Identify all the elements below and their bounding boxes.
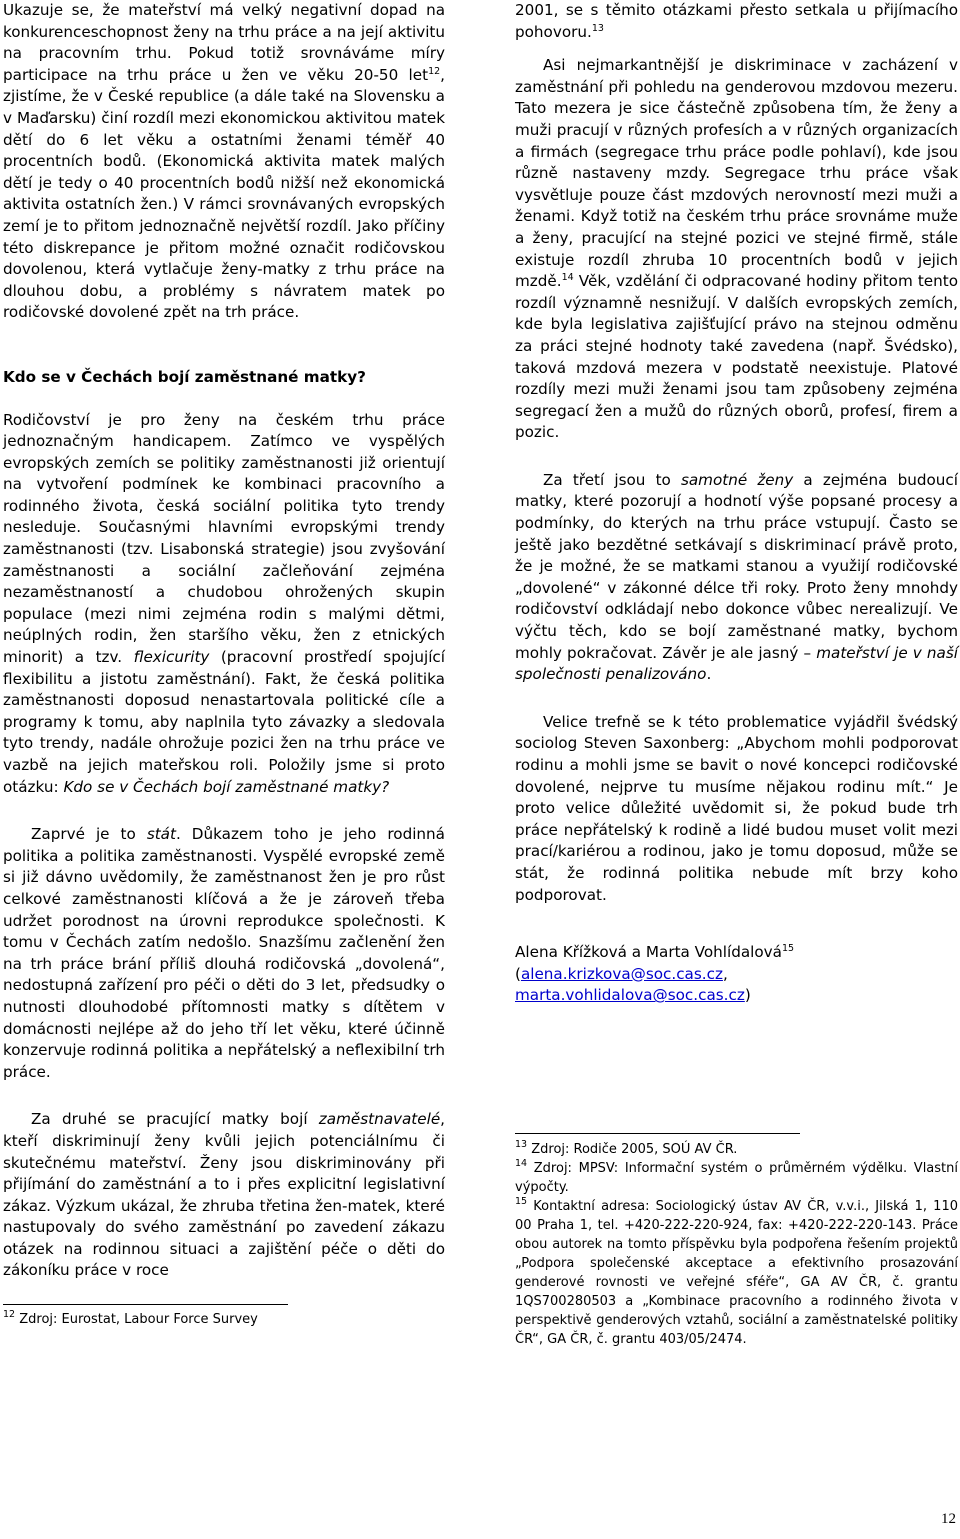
left-column xyxy=(3,0,445,1329)
paragraph-wage-gap: Asi nejmarkantnější je diskriminace v zacházení v zaměstnání při pohledu na genderovou mzdovou mezeru. Tato mezera je sice částečně způsobena tím, že ženy a muži pracují v různých profesích a v různých organizacích a firmách (segregace trhu práce podle pohlaví), kde jsou různě nastaveny mzdy. Segregace trhu práce však vysvětluje pouze část mzdových nerovností mezi muži a ženami. Když totiž na českém trhu práce srovnáme muže a ženy, pracující na stejné pozici ve stejné firmě, stále existuje rozdíl zhruba 10 procentních bodů v jejich mzdě.$^{14}$ Věk, vzdělání či odpracované hodiny přitom tento rozdíl významně nesnižují. V dalších evropských zemích, kde byla legislativa zajišťující právo na stejnou odměnu za práci stejné hodnoty také zavedena (např. Švédsko), taková mzdová mezera v podstatě neexistuje. Platové rozdíly mezi muži ženami jsou tam způsobeny zejména segregací žen a mužů do různých oborů, profesí, firem a pozic. xyxy=(515,56,958,442)
paragraph-women-themselves: Za třetí jsou to samotné ženy a zejména budoucí matky, které pozorují a hodnotí výše popsané procesy a podmínky, do kterých na trhu práce vstupují. Často se ještě jako bezdětné setkávají s diskriminací právě proto, že je možné, že se matkami stanou a využijí rodičovské „dovolené“ v zákonné délce tři roky. Proto ženy mnohdy rodičovství odkládají nebo dokonce vůbec nerealizují. Ve výčtu těch, kdo se bojí zaměstnané matky, bychom mohly pokračovat. Závěr je ale jasný – mateřství je v naší společnosti penalizováno. xyxy=(515,470,958,684)
paragraph-saxonberg: Velice trefně se k této problematice vyjádřil švédský sociolog Steven Saxonberg: „Abychom mohli podporovat rodinu a mohli jsme se bavit o nové koncepci rodičovské dovolené, nejprve tu musíme nějakou rodinu mít.“ Je proto velice důležité uvědomit si, že pokud bude trh práce nepřátelský k rodině a lidé budou muset volit mezi prací/kariérou a rodinou, jako je tomu doposud, může se stát, že rodinná politika nebude mít brzy koho podporovat. xyxy=(515,712,958,904)
footnote-12: $^{12}$ Zdroj: Eurostat, Labour Force Survey xyxy=(3,1309,258,1328)
footnote-separator xyxy=(3,1304,288,1305)
page-number: 12 xyxy=(941,1511,956,1528)
paragraph-employers: Za druhé se pracující matky bojí zaměstnavatelé, kteří diskriminují ženy kvůli jejich potenciálnímu či skutečnému mateřství. Ženy jsou diskriminovány při přijímání do zaměstnání a to i přes explicitní legislativní zákaz. Výzkum ukázal, že zhruba třetina žen-matek, které nastupovaly do svého zaměstnání po zavedení zákazu otázek na rodinnou situaci a zajištění péče o děti do zákoníku práce v roce xyxy=(3,1110,445,1280)
section-heading: Kdo se v Čechách bojí zaměstnané matky? xyxy=(3,367,366,386)
footnote-13: $^{13}$ Zdroj: Rodiče 2005, SOÚ AV ČR. xyxy=(515,1138,738,1157)
authors-signature: Alena Křížková a Marta Vohlídalová$^{15}$ xyxy=(515,943,795,962)
right-column xyxy=(515,0,958,1349)
email-link-krizkova[interactable]: alena.krizkova@soc.cas.cz xyxy=(520,964,723,983)
paragraph-interview: 2001, se s těmito otázkami přesto setkala u přijímacího pohovoru.$^{13}$ xyxy=(515,1,958,41)
footnote-ref-13[interactable]: 13 xyxy=(591,22,604,34)
paragraph-maternity-impact: Ukazuje se, že mateřství má velký negativní dopad na konkurenceschopnost ženy na trhu práce a na její aktivitu na pracovním trhu. Pokud totiž srovnáváme míry participace na trhu práce u žen ve věku 20-50 let$^{12}$, zjistíme, že v České republice (a dále také na Slovensku a v Maďarsku) činí rozdíl mezi ekonomickou aktivitou matek dětí do 6 let věku a ostatními ženami téměř 40 procentních bodů. (Ekonomická aktivita matek malých dětí je tedy o 40 procentních bodů nižší než ekonomická aktivita ostatních žen.) V rámci srovnávaných evropských zemí je to přitom jednoznačně největší rozdíl. Jako příčiny této diskrepance je přitom možné označit rodičovskou dovolenou, která vytlačuje ženy-matky z trhu práce na dlouhou dobu, a problémy s návratem matek po rodičovské dovolené zpět na trh práce. xyxy=(3,1,445,322)
footnote-ref-14[interactable]: 14 xyxy=(561,272,574,284)
paragraph-state: Zaprvé je to stát. Důkazem toho je jeho rodinná politika a politika zaměstnanosti. Vyspělé evropské země si již dávno uvědomily, že zaměstnanost žen je pro růst celkové zaměstnanosti klíčová a že je zároveň třeba udržet porodnost na úrovni reprodukce společnosti. K tomu v Čechách zatím nedošlo. Snazšímu začlenění žen na trh práce brání příliš dlouhá rodičovská „dovolená“, nedostupná zařízení pro péči o děti do 3 let, předsudky o nutnosti dlouhodobé přítomnosti matky s dítětem v domácnosti nejlépe až do jeho tří let věku, které účinně konzervuje rodinná politika a nepřátelský a neflexibilní trh práce. xyxy=(3,825,445,1081)
footnote-separator xyxy=(515,1133,800,1134)
email-link-vohlidalova[interactable]: marta.vohlidalova@soc.cas.cz xyxy=(515,986,745,1005)
footnote-ref-12[interactable]: 12 xyxy=(428,65,441,77)
footnote-14: $^{14}$ Zdroj: MPSV: Informační systém o průměrném výdělku. Vlastní výpočty. xyxy=(515,1157,958,1195)
footnote-15: $^{15}$ Kontaktní adresa: Sociologický ústav AV ČR, v.v.i., Jilská 1, 110 00 Praha 1, tel. +420-222-220-924, fax: +420-222-220-143. Práce obou autorek na tomto příspěvku byla podpořena řešením projektů „Podpora společenské akceptace a efektivního prosazování genderové rovnosti ve veřejné sféře“, GA AV ČR, č. grantu 1QS700280503 a „Kombinace pracovního a rodinného života v perspektivě genderových vztahů, sociální a zaměstnatelské politiky ČR“, GA ČR, č. grantu 403/05/2474. xyxy=(515,1195,958,1347)
paragraph-parenthood-handicap: Rodičovství je pro ženy na českém trhu práce jednoznačným handicapem. Zatímco ve vyspělých evropských zemích se politiky zaměstnanosti již orientují na vytvoření podmínek ke kombinaci pracovního a rodinného života, česká sociální politika tyto trendy nesleduje. Současnými hlavními evropskými trendy zaměstnanosti (tzv. Lisabonská strategie) jsou zvyšování zaměstnanosti a sociální začleňování zejména nezaměstnaností a chudobou ohrožených skupin populace (mezi nimi zejména rodin s malými dětmi, neúplných rodin, žen staršího věku, žen z etnických minorit) a tzv. flexicurity (pracovní prostředí spojující flexibilitu a jistotu zaměstnání). Fakt, že česká politika zaměstnanosti doposud nenastartovala politické cíle a programy k tomu, aby naplnila tyto závazky a sledovala tyto trendy, nadále ohrožuje pozici žen na trhu práce ve vazbě na jejich mateřskou roli. Položily jsme si proto otázku: Kdo se v Čechách bojí zaměstnané matky? xyxy=(3,410,445,796)
author-emails: (alena.krizkova@soc.cas.cz, marta.vohlidalova@soc.cas.cz) xyxy=(515,964,751,1005)
